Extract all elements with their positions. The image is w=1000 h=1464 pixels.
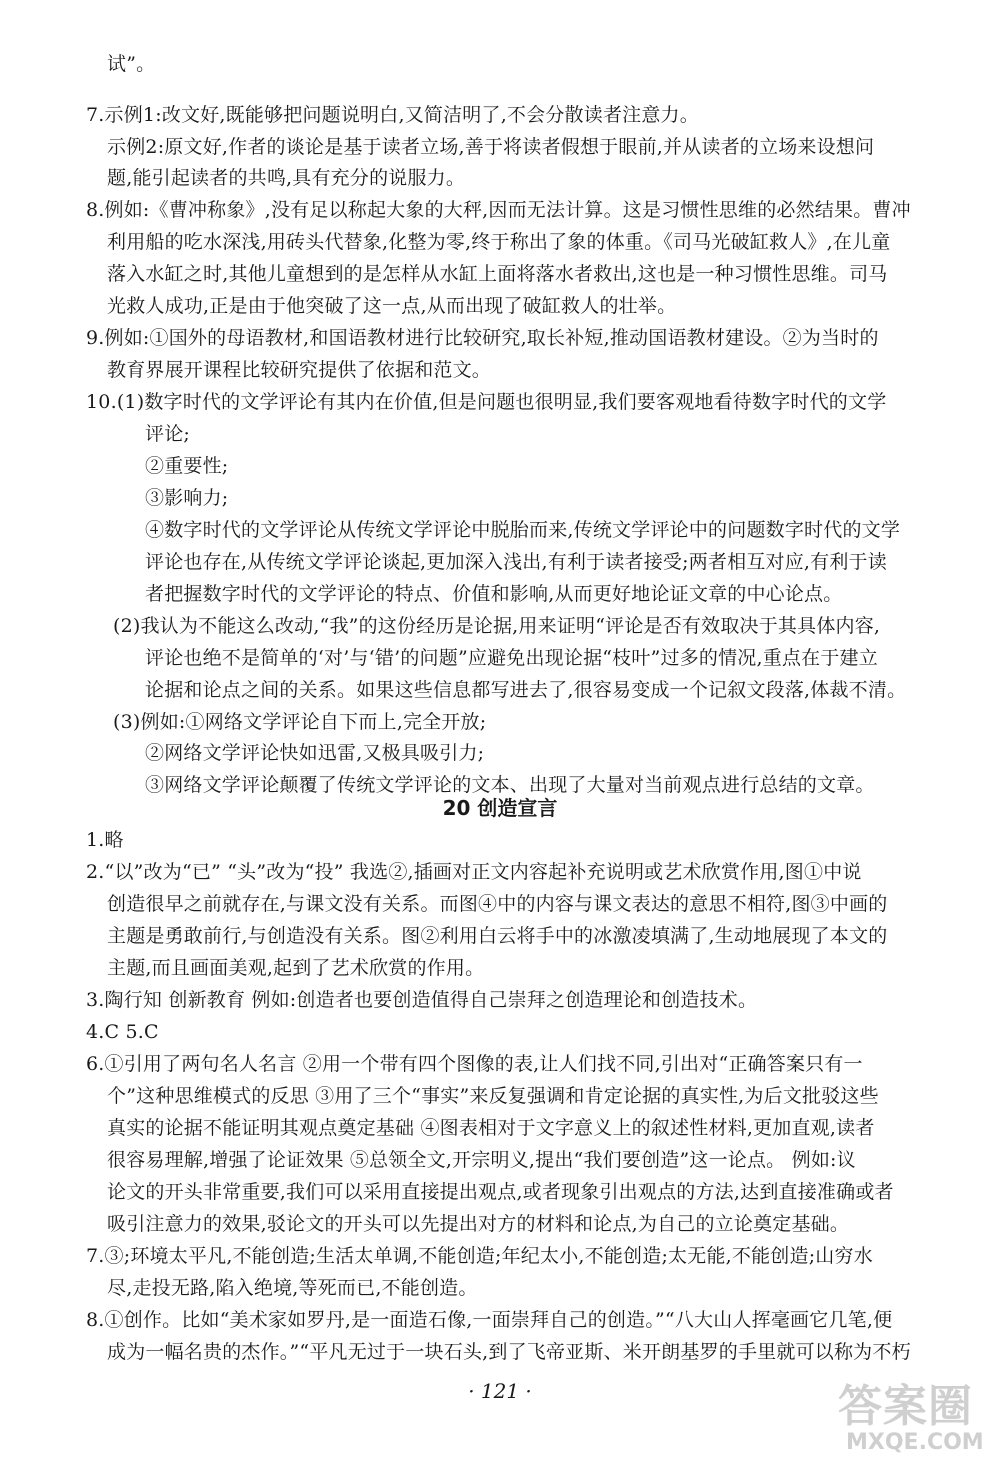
text-line: 者把握数字时代的文学评论的特点、价值和影响,从而更好地论证文章的中心论点。: [145, 583, 843, 605]
text-line: 评论也存在,从传统文学评论谈起,更加深入浅出,有利于读者接受;两者相互对应,有利于读: [145, 551, 887, 573]
section-title: 20 创造宣言: [442, 796, 558, 820]
text-line: 1.略: [86, 829, 124, 851]
page-number: · 121 ·: [468, 1379, 532, 1403]
text-line: 4.C 5.C: [86, 1021, 159, 1043]
text-line: 很容易理解,增强了论证效果 ⑤总领全文,开宗明义,提出“我们要创造”这一论点。 例如:议: [107, 1149, 856, 1171]
text-line: 主题是勇敢前行,与创造没有关系。图②利用白云将手中的冰激凌填满了,生动地展现了本文的: [107, 925, 888, 947]
text-line: 创造很早之前就存在,与课文没有关系。而图④中的内容与课文表达的意思不相符,图③中画的: [107, 893, 888, 915]
text-line: 论文的开头非常重要,我们可以采用直接提出观点,或者现象引出观点的方法,达到直接准确或者: [107, 1181, 894, 1203]
text-line: 7.示例1:改文好,既能够把问题说明白,又简洁明了,不会分散读者注意力。: [86, 104, 699, 126]
watermark-logo: [838, 1368, 993, 1460]
text-line: 7.③;环境太平凡,不能创造;生活太单调,不能创造;年纪太小,不能创造;太无能,不能创造;山穷水: [86, 1245, 873, 1267]
text-line: 个”这种思维模式的反思 ③用了三个“事实”来反复强调和肯定论据的真实性,为后文批驳这些: [107, 1085, 879, 1107]
text-line: 题,能引起读者的共鸣,具有充分的说服力。: [107, 167, 466, 189]
text-line: (3)例如:①网络文学评论自下而上,完全开放;: [113, 711, 487, 733]
text-line: (2)我认为不能这么改动,“我”的这份经历是论据,用来证明“评论是否有效取决于其具体内容,: [113, 615, 881, 637]
watermark-text: 答案圈: [838, 1381, 973, 1432]
text-line: 成为一幅名贵的杰作。”“平凡无过于一块石头,到了飞帝亚斯、米开朗基罗的手里就可以称为不朽: [107, 1341, 911, 1363]
text-line: 2.“以”改为“已” “头”改为“投” 我选②,插画对正文内容起补充说明或艺术欣赏作用,图①中说: [86, 861, 862, 883]
text-line: 10.(1)数字时代的文学评论有其内在价值,但是问题也很明显,我们要客观地看待数字时代的文学: [86, 391, 887, 413]
text-line: ③网络文学评论颠覆了传统文学评论的文本、出现了大量对当前观点进行总结的文章。: [145, 774, 875, 796]
text-line: 真实的论据不能证明其观点奠定基础 ④图表相对于文字意义上的叙述性材料,更加直观,读者: [107, 1117, 875, 1139]
text-line: 8.①创作。比如“美术家如罗丹,是一面造石像,一面崇拜自己的创造。”“八大山人挥毫画它几笔,便: [86, 1309, 893, 1331]
text-line: 吸引注意力的效果,驳论文的开头可以先提出对方的材料和论点,为自己的立论奠定基础。: [107, 1213, 850, 1235]
text-line: 论据和论点之间的关系。如果这些信息都写进去了,很容易变成一个记叙文段落,体裁不清。: [145, 679, 907, 701]
text-line: 9.例如:①国外的母语教材,和国语教材进行比较研究,取长补短,推动国语教材建设。②为当时的: [86, 327, 879, 349]
text-line: 利用船的吃水深浅,用砖头代替象,化整为零,终于称出了象的体重。《司马光破缸救人》,在儿童: [107, 231, 891, 253]
text-line: ②重要性;: [145, 455, 229, 477]
text-line: 主题,而且画面美观,起到了艺术欣赏的作用。: [107, 957, 485, 979]
text-line: 评论也绝不是简单的‘对’与‘错’的问题”应避免出现论据“枝叶”过多的情况,重点在于建立: [145, 647, 878, 669]
text-line: 示例2:原文好,作者的谈论是基于读者立场,善于将读者假想于眼前,并从读者的立场来设想问: [107, 136, 875, 158]
text-line: 8.例如:《曹冲称象》,没有足以称起大象的大秤,因而无法计算。这是习惯性思维的必然结果。曹冲: [86, 199, 911, 221]
text-line: 落入水缸之时,其他儿童想到的是怎样从水缸上面将落水者救出,这也是一种习惯性思维。司马: [107, 263, 888, 285]
watermark-url: MXQE.COM: [846, 1430, 984, 1455]
text-line: ③影响力;: [145, 487, 229, 509]
text-line: ②网络文学评论快如迅雷,又极具吸引力;: [145, 742, 485, 764]
text-line: 评论;: [145, 423, 191, 445]
text-line: 6.①引用了两句名人名言 ②用一个带有四个图像的表,让人们找不同,引出对“正确答案只有一: [86, 1053, 863, 1075]
text-line: 光救人成功,正是由于他突破了这一点,从而出现了破缸救人的壮举。: [107, 295, 677, 317]
text-line: 教育界展开课程比较研究提供了依据和范文。: [107, 359, 492, 381]
text-line: 尽,走投无路,陷入绝境,等死而已,不能创造。: [107, 1277, 478, 1299]
text-line: 3.陶行知 创新教育 例如:创造者也要创造值得自己崇拜之创造理论和创造技术。: [86, 989, 758, 1011]
text-line: 试”。: [107, 53, 156, 75]
text-line: ④数字时代的文学评论从传统文学评论中脱胎而来,传统文学评论中的问题数字时代的文学: [145, 519, 901, 541]
